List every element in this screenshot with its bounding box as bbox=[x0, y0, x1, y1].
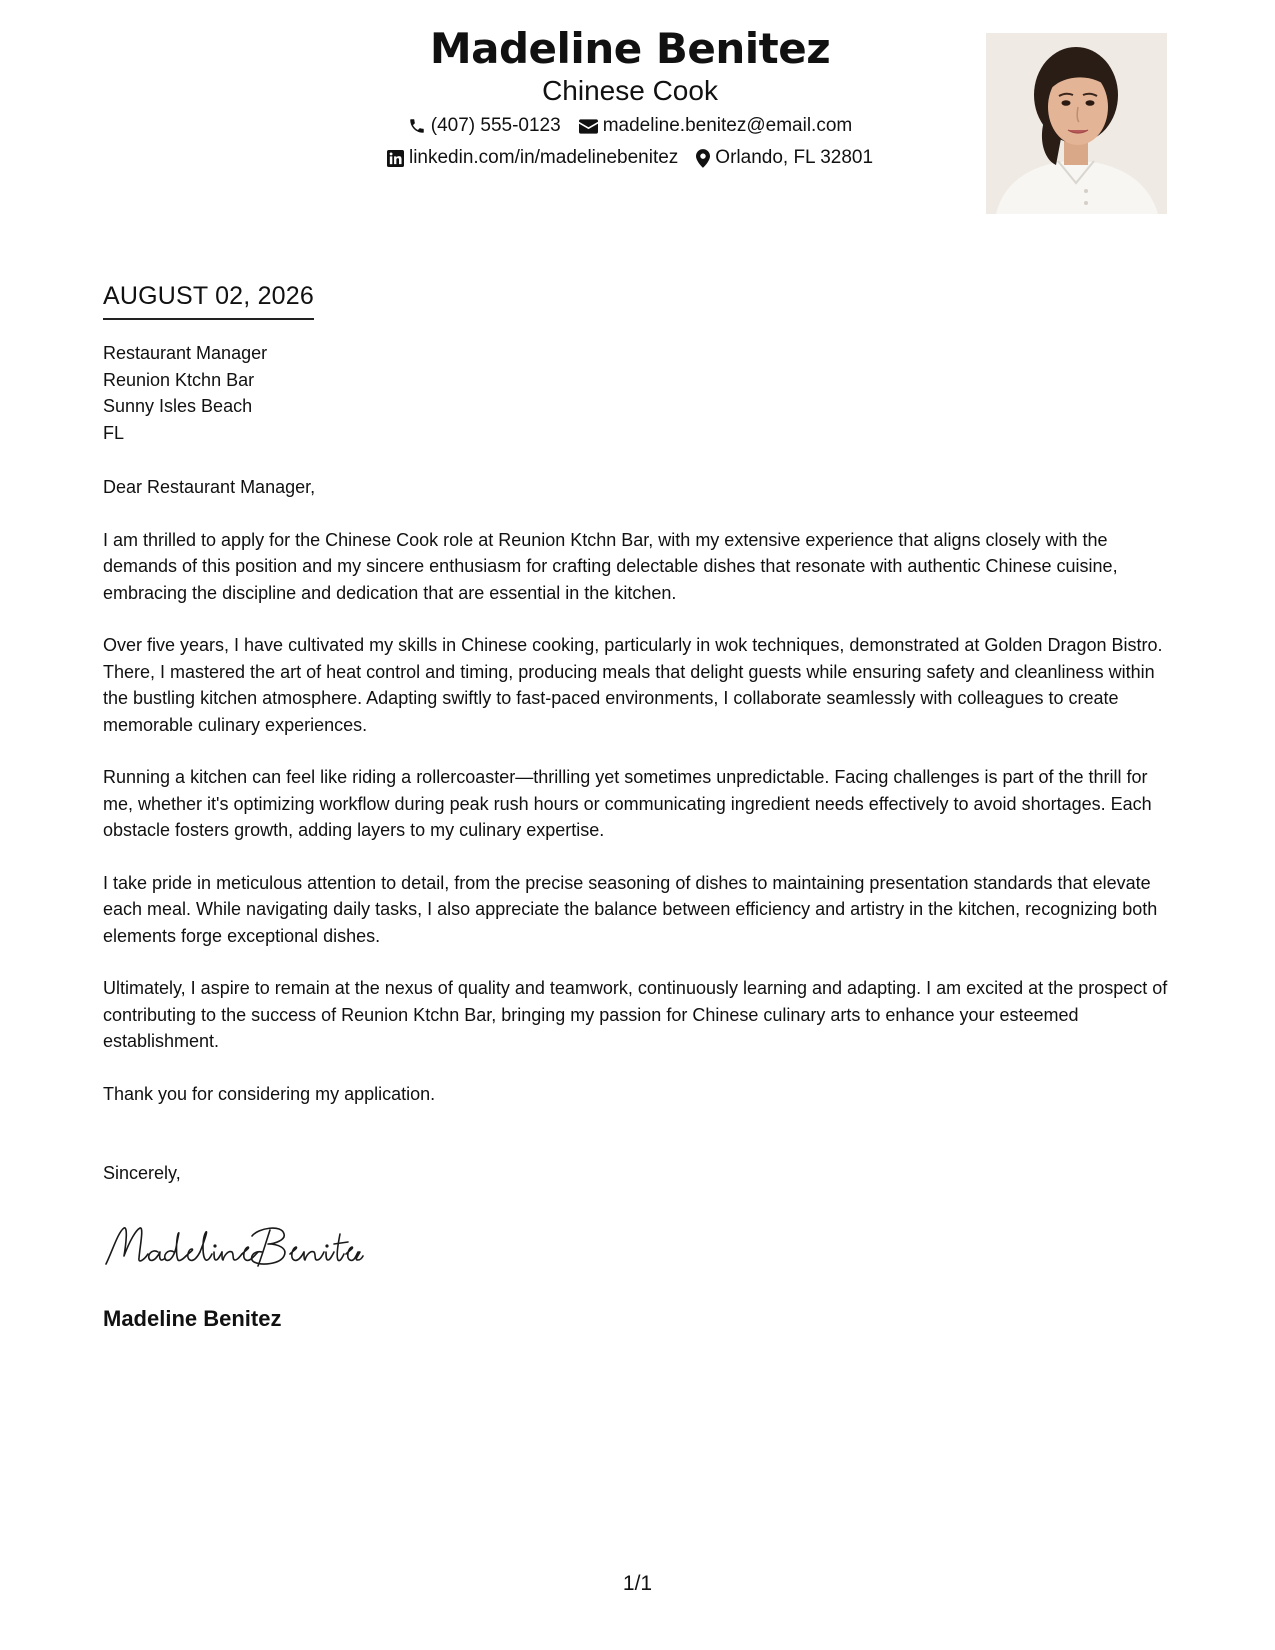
letter-body bbox=[103, 474, 1178, 1133]
letter-header bbox=[300, 22, 960, 170]
profile-photo bbox=[986, 33, 1167, 214]
contact-phone bbox=[408, 114, 561, 138]
recipient-line: FL bbox=[103, 422, 125, 443]
linkedin-icon bbox=[387, 150, 404, 167]
recipient-line: Restaurant Manager bbox=[103, 343, 268, 363]
location-text: Orlando, FL 32801 bbox=[715, 147, 874, 168]
body-paragraph: I am thrilled to apply for the Chinese Cook role at Reunion Ktchn Bar, with my extensive experience that aligns closely with the demands of this position and my sincere enthusiasm for crafting delectable dishes that resonate with authentic Chinese cuisine, embracing the discipline and dedication that are essential in the kitchen. bbox=[103, 529, 1118, 603]
recipient-line: Reunion Ktchn Bar bbox=[103, 369, 255, 390]
closing: Sincerely, bbox=[103, 1163, 181, 1183]
body-paragraph: Over five years, I have cultivated my skills in Chinese cooking, particularly in wok techniques, demonstrated at Golden Dragon Bistro. There, I mastered the art of heat control and timing, producing meals that delight guests while ensuring safety and cleanliness within the bustling kitchen atmosphere. Adapting swiftly to fast-paced environments, I collaborate seamlessly with colleagues to create memorable culinary experiences. bbox=[103, 635, 1163, 735]
recipient-block bbox=[103, 340, 267, 446]
body-paragraph: I take pride in meticulous attention to detail, from the precise seasoning of dishes to maintaining presentation standards that elevate each meal. While navigating daily tasks, I also appreciate the balance between efficiency and artistry in the kitchen, recognizing both elements forge exceptional dishes. bbox=[103, 872, 1158, 946]
contact-linkedin[interactable] bbox=[387, 146, 678, 170]
body-paragraph: Ultimately, I aspire to remain at the nexus of quality and teamwork, continuously learning and adapting. I am excited at the prospect of contributing to the success of Reunion Ktchn Bar, bringing my passion for Chinese culinary arts to enhance your esteemed establishment. bbox=[103, 978, 1168, 1051]
page-number: 1/1 bbox=[622, 1572, 653, 1595]
contact-location bbox=[696, 146, 873, 170]
contact-email[interactable] bbox=[579, 114, 853, 138]
map-pin-icon bbox=[696, 149, 710, 168]
contact-row-2 bbox=[300, 146, 960, 170]
phone-text: (407) 555-0123 bbox=[430, 115, 561, 136]
recipient-line: Sunny Isles Beach bbox=[103, 396, 253, 416]
body-paragraph: Thank you for considering my application. bbox=[103, 1083, 436, 1104]
phone-icon bbox=[408, 117, 426, 135]
email-link[interactable]: madeline.benitez@email.com bbox=[602, 115, 853, 136]
applicant-name: Madeline Benitez bbox=[429, 24, 831, 73]
envelope-icon bbox=[579, 119, 598, 134]
contact-row-1 bbox=[300, 114, 960, 138]
body-paragraph: Running a kitchen can feel like riding a rollercoaster—thrilling yet sometimes unpredictable. Facing challenges is part of the thrill for me, whether it's optimizing workflow during peak rush hours or communicating ingredient needs effectively to avoid shortages. Each obstacle fosters growth, adding layers to my culinary expertise. bbox=[103, 767, 1152, 840]
job-title: Chinese Cook bbox=[542, 75, 718, 106]
letter-date: AUGUST 02, 2026 bbox=[103, 280, 314, 320]
linkedin-link[interactable]: linkedin.com/in/madelinebenitez bbox=[408, 147, 679, 168]
salutation: Dear Restaurant Manager, bbox=[103, 477, 316, 497]
handwritten-signature bbox=[102, 1222, 364, 1275]
signer-name: Madeline Benitez bbox=[103, 1306, 282, 1331]
